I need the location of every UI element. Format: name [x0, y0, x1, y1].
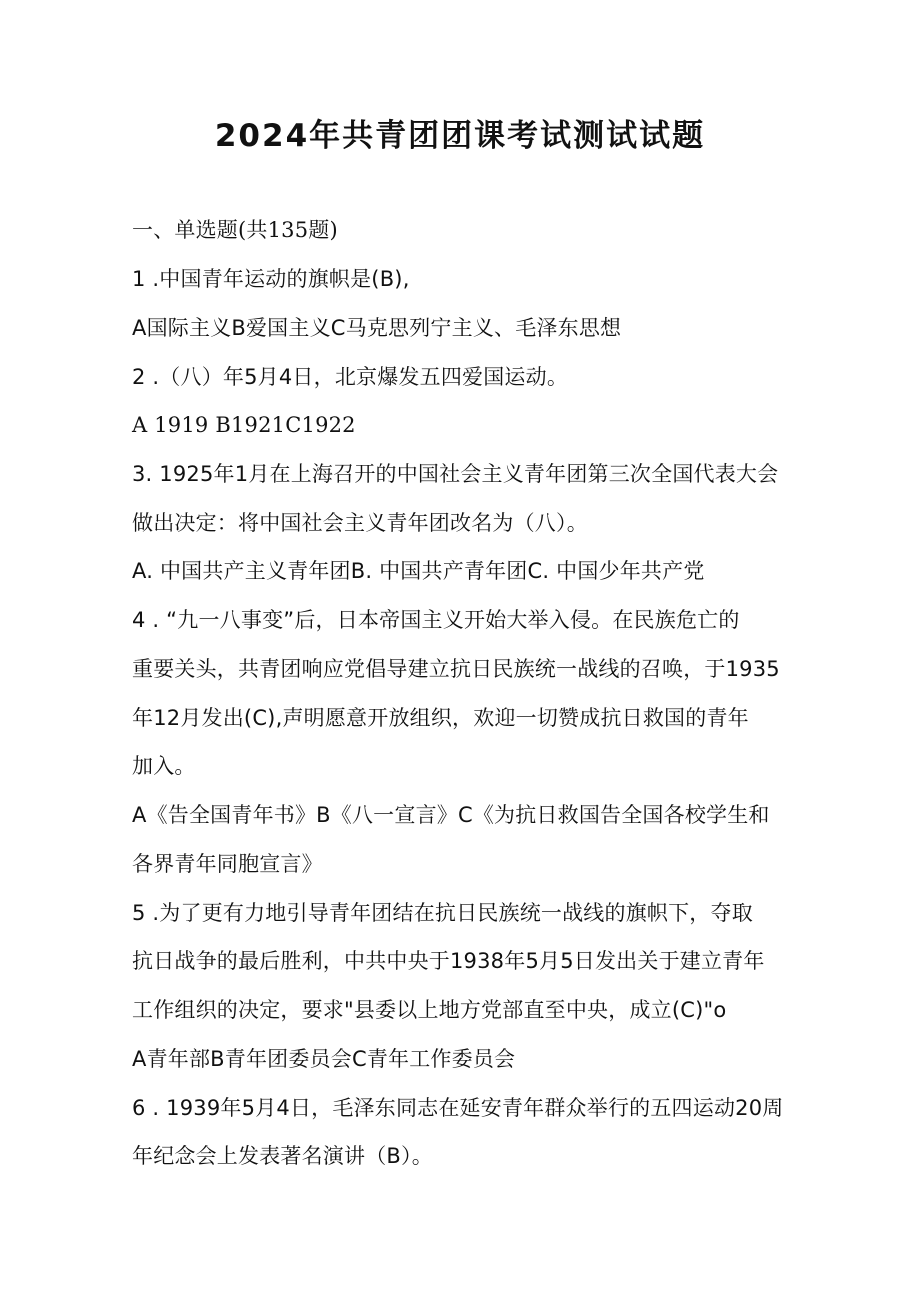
question-5-text-line-1: 5 .为了更有力地引导青年团结在抗日民族统一战线的旗帜下，夺取: [132, 901, 753, 925]
question-6-text-line-1: 6 . 1939年5月4日，毛泽东同志在延安青年群众举行的五四运动20周: [132, 1096, 784, 1120]
question-4-text-line-3: 年12月发出(C),声明愿意开放组织，欢迎一切赞成抗日救国的青年: [132, 706, 749, 730]
question-1-options: A国际主义B爱国主义C马克思列宁主义、毛泽东思想: [132, 316, 622, 340]
question-2-options: A 1919 B1921C1922: [132, 413, 356, 437]
question-1-text: 1 .中国青年运动的旗帜是(B),: [132, 267, 410, 291]
document-title: 2024年共青团团课考试测试试题: [214, 118, 706, 154]
question-3-text-line-1: 3. 1925年1月在上海召开的中国社会主义青年团第三次全国代表大会: [132, 462, 779, 486]
question-5-text-line-3: 工作组织的决定，要求"县委以上地方党部直至中央，成立(C)"o: [132, 998, 727, 1022]
question-3-options: A. 中国共产主义青年团B. 中国共产青年团C. 中国少年共产党: [132, 559, 705, 583]
question-4-text-line-4: 加入。: [132, 754, 196, 778]
question-3-text-line-2: 做出决定：将中国社会主义青年团改名为（八）。: [132, 511, 588, 535]
question-6-text-line-2: 年纪念会上发表著名演讲（B）。: [132, 1144, 433, 1168]
question-2-text: 2 .（八）年5月4日，北京爆发五四爱国运动。: [132, 365, 569, 389]
question-5-text-line-2: 抗日战争的最后胜利，中共中央于1938年5月5日发出关于建立青年: [132, 949, 765, 973]
question-5-options: A青年部B青年团委员会C青年工作委员会: [132, 1047, 516, 1071]
question-4-options-line-2: 各界青年同胞宣言》: [132, 852, 323, 876]
question-4-text-line-2: 重要关头，共青团响应党倡导建立抗日民族统一战线的召唤，于1935: [132, 657, 780, 681]
section-heading-single-choice: 一、单选题(共135题): [132, 218, 338, 242]
question-4-text-line-1: 4 . “九一八事变”后，日本帝国主义开始大举入侵。在民族危亡的: [132, 608, 740, 632]
question-4-options-line-1: A《告全国青年书》B《八一宣言》C《为抗日救国告全国各校学生和: [132, 803, 770, 827]
